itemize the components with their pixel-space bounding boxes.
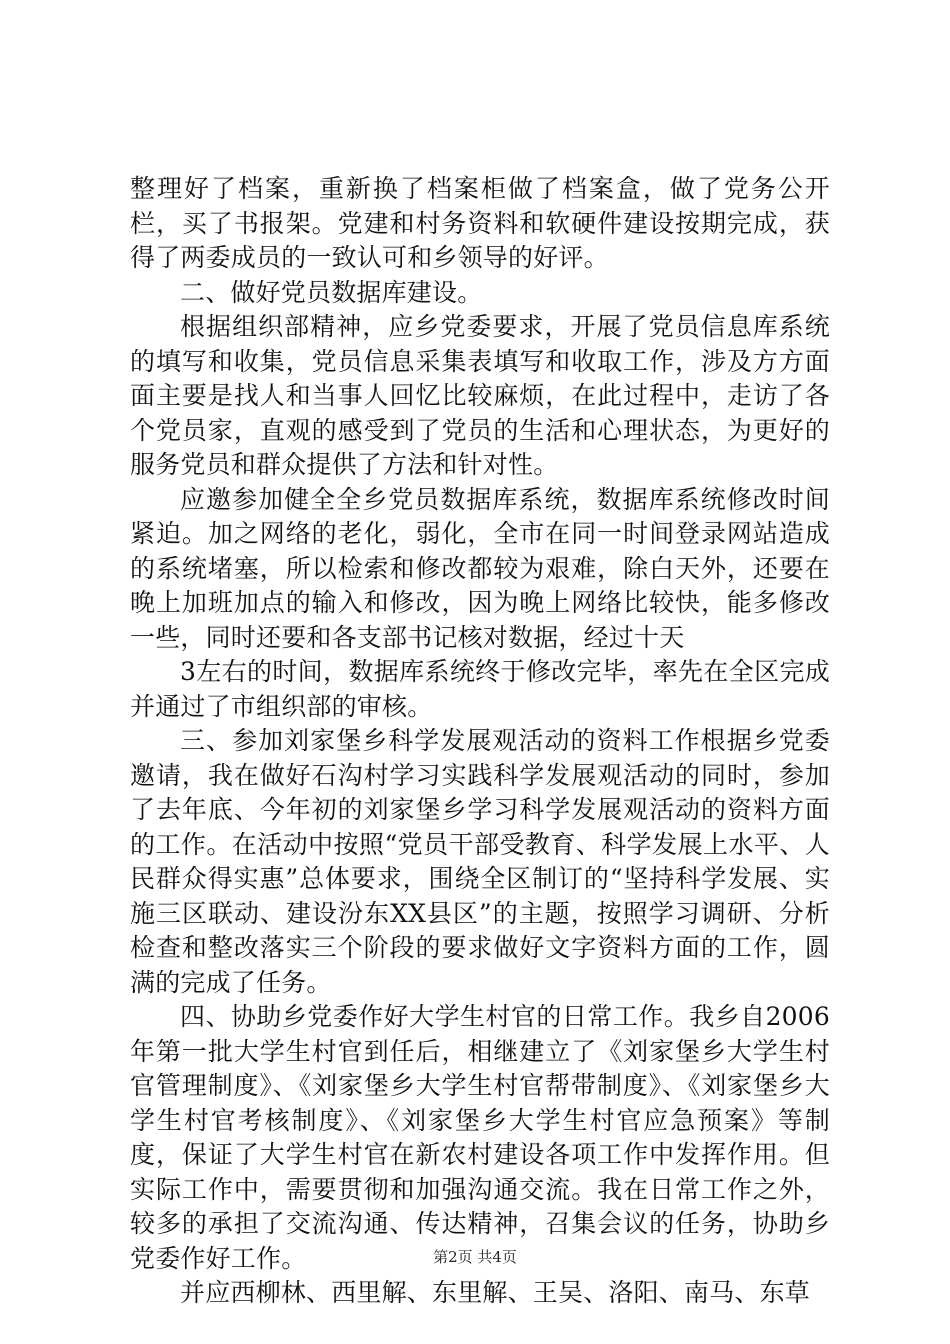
paragraph-villages: 并应西柳林、西里解、东里解、王吴、洛阳、南马、东草: [180, 1278, 811, 1307]
paragraph-database-revision: 应邀参加健全全乡党员数据库系统，数据库系统修改时间紧迫。加之网络的老化，弱化，全市在同一时间登录网站造成的系统堵塞，所以检索和修改都较为艰难，除白天外，还要在晚上加班加点的输入和修改，因为晚上网络比较快，能多修改一些，同时还要和各支部书记核对数据，经过十天: [130, 484, 830, 652]
page-footer: 第2页 共4页: [433, 1248, 517, 1266]
section-heading-2: 二、做好党员数据库建设。: [180, 277, 483, 307]
paragraph-continuation: 整理好了档案，重新换了档案柜做了档案盒，做了党务公开栏，买了书报架。党建和村务资料和软硬件建设按期完成，获得了两委成员的一致认可和乡领导的好评。: [130, 174, 830, 272]
paragraph-database-collection: 根据组织部精神，应乡党委要求，开展了党员信息库系统的填写和收集，党员信息采集表填写和收取工作，涉及方方面面主要是找人和当事人回忆比较麻烦，在此过程中，走访了各个党员家，直观的感受到了党员的生活和心理状态，为更好的服务党员和群众提供了方法和针对性。: [130, 312, 830, 479]
section-heading-4-paragraph: 四、协助乡党委作好大学生村官的日常工作。我乡自2006年第一批大学生村官到任后，相继建立了《刘家堡乡大学生村官管理制度》、《刘家堡乡大学生村官帮带制度》、《刘家堡乡大学生村官考核制度》、《刘家堡乡大学生村官应急预案》等制度，保证了大学生村官在新农村建设各项工作中发挥作用。但实际工作中，需要贯彻和加强沟通交流。我在日常工作之外，较多的承担了交流沟通、传达精神，召集会议的任务，协助乡党委作好工作。: [130, 1002, 830, 1273]
document-body: [130, 172, 830, 1311]
paragraph-database-completion: 3左右的时间，数据库系统终于修改完毕，率先在全区完成并通过了市组织部的审核。: [130, 657, 830, 721]
section-heading-3-paragraph: 三、参加刘家堡乡科学发展观活动的资料工作根据乡党委邀请，我在做好石沟村学习实践科学发展观活动的同时，参加了去年底、今年初的刘家堡乡学习科学发展观活动的资料方面的工作。在活动中按照“党员干部受教育、科学发展上水平、人民群众得实惠”总体要求，围绕全区制订的“坚持科学发展、实施三区联动、建设汾东XX县区”的主题，按照学习调研、分析检查和整改落实三个阶段的要求做好文字资料方面的工作，圆满的完成了任务。: [130, 726, 830, 997]
